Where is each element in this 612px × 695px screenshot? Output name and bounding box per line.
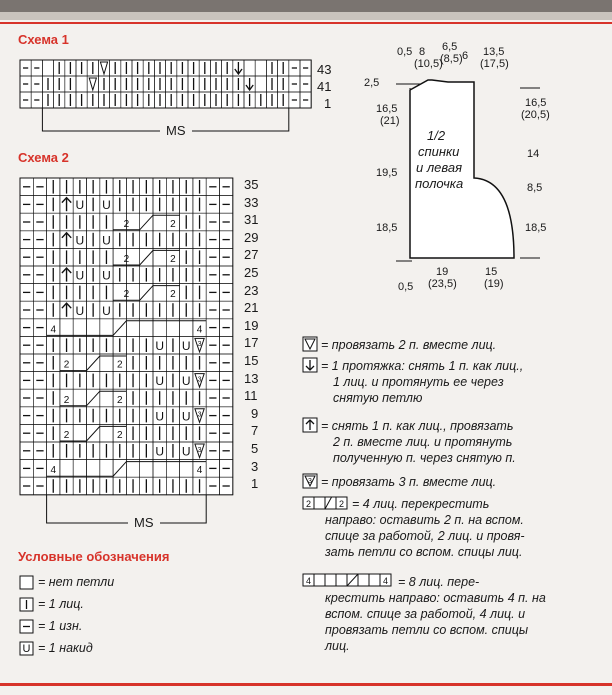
dim-label: (20,5) xyxy=(521,109,550,121)
legend-right-line: зать петли со вспом. спицы лиц. xyxy=(325,545,523,559)
cable2-label: 2 xyxy=(63,359,70,371)
legend-right-line: полученную п. через снятую п. xyxy=(333,451,516,465)
yarnover-symbol: U xyxy=(155,339,164,353)
cable2-label: 2 xyxy=(123,289,130,301)
schema1-row-label: 41 xyxy=(317,79,332,94)
cell-cover xyxy=(154,214,165,230)
legend-right-line: = 8 лиц. пере- xyxy=(398,575,480,589)
dim-label: 6,5 xyxy=(442,41,458,53)
cable2-label: 2 xyxy=(170,289,176,301)
schema2-row-label: 23 xyxy=(244,282,259,298)
cable2-label: 2 xyxy=(123,218,130,230)
cell-cover xyxy=(127,320,138,336)
schema1-row-label: 43 xyxy=(317,62,332,77)
legend-right-line: направо: оставить 2 п. на вспом. xyxy=(325,513,524,527)
yarnover-symbol: U xyxy=(181,444,191,459)
cable4-label: 4 xyxy=(196,324,203,336)
legend-right-line: = снять 1 п. как лиц., провязать xyxy=(321,419,514,433)
schema2-title: Схема 2 xyxy=(18,150,69,165)
cell-cover xyxy=(74,355,85,371)
k3tog-number: 3 xyxy=(197,376,202,384)
dim-label: 13,5 xyxy=(483,46,505,58)
legend-right-line: снятую петлю xyxy=(333,391,423,405)
cable4-label: 4 xyxy=(305,576,312,586)
cable8-icon-cell xyxy=(369,574,380,586)
schema2-row-label: 9 xyxy=(251,405,259,421)
k3tog-number: 3 xyxy=(197,341,202,349)
dim-label: (23,5) xyxy=(428,278,457,290)
cable2-label: 2 xyxy=(170,254,176,265)
k3tog-number: 3 xyxy=(197,411,202,419)
yarnover-symbol: U xyxy=(181,409,191,424)
cable8-icon-cell xyxy=(336,574,347,586)
cable2-label: 2 xyxy=(116,430,123,441)
legend-right-line: лиц. xyxy=(325,639,350,653)
yarnover-symbol: U xyxy=(75,303,85,318)
cell-cover xyxy=(74,390,85,406)
yarnover-symbol: U xyxy=(75,198,85,213)
cable4-label: 4 xyxy=(196,465,203,477)
cell-cover xyxy=(88,320,99,336)
dim-label: 6 xyxy=(462,50,469,62)
schema2-row-label: 35 xyxy=(244,177,259,192)
cell-cover xyxy=(88,461,99,477)
yarnover-symbol: U xyxy=(181,339,191,353)
legend-right-line: провязать петли со вспом. спицы xyxy=(325,623,529,637)
legend-right-line: = провязать 2 п. вместе лиц. xyxy=(321,338,497,352)
cable2-label: 2 xyxy=(63,430,70,441)
dim-label: 8,5 xyxy=(527,182,543,194)
cable2-label: 2 xyxy=(305,499,312,509)
yarnover-symbol: U xyxy=(102,303,111,318)
cell-cover xyxy=(181,320,192,336)
schema1-row-label: 1 xyxy=(324,96,332,111)
dim-label: 0,5 xyxy=(397,46,413,58)
dim-label: 15 xyxy=(485,266,498,278)
schematic-label: и левая xyxy=(416,160,463,175)
legend-title: Условные обозначения xyxy=(18,549,170,564)
legend-purl: = 1 изн. xyxy=(38,619,83,633)
k3tog-number: 3 xyxy=(308,478,312,485)
schematic-label: полочка xyxy=(415,176,464,191)
yarnover-symbol: U xyxy=(155,374,164,389)
schema1-grid xyxy=(20,60,311,131)
schema2-row-label: 5 xyxy=(251,441,259,456)
cable8-icon-cell xyxy=(358,574,369,586)
dim-label: 2,5 xyxy=(364,77,380,89)
cell-cover xyxy=(127,461,138,477)
cable2-label: 2 xyxy=(170,218,176,230)
schema1-title: Схема 1 xyxy=(18,32,69,47)
schema2-row-label: 29 xyxy=(244,229,259,245)
schema2-row-label: 21 xyxy=(244,300,259,316)
cell-cover xyxy=(154,249,165,265)
legend-right-line: крестить направо: оставить 4 п. на xyxy=(325,591,546,605)
cable2-label: 2 xyxy=(123,254,130,265)
cable4-label: 4 xyxy=(50,465,57,477)
dim-label: 18,5 xyxy=(525,222,547,234)
cell-cover xyxy=(101,461,112,477)
legend-yarnover: = 1 накид xyxy=(38,641,93,655)
cell-cover xyxy=(101,355,112,371)
yarnover-symbol: U xyxy=(102,198,111,213)
schema2-row-label: 27 xyxy=(244,247,259,263)
dim-label: 19,5 xyxy=(376,167,398,179)
cell-cover xyxy=(167,320,178,336)
dim-label: 8 xyxy=(419,46,426,58)
schema2-row-label: 7 xyxy=(251,423,259,439)
yarnover-symbol: U xyxy=(155,444,164,459)
yarnover-symbol: U xyxy=(181,374,191,389)
cell-cover xyxy=(74,320,85,336)
schema2-row-label: 13 xyxy=(244,370,259,386)
schema1-ms-label: MS xyxy=(160,123,192,138)
legend-right-line: вспом. спице за работой, 4 лиц. и xyxy=(325,607,526,621)
schema2-row-label: 3 xyxy=(251,458,259,474)
cell-cover xyxy=(181,461,192,477)
cable2-label: 2 xyxy=(116,394,123,406)
schema2-row-label: 17 xyxy=(244,335,259,351)
cell-cover xyxy=(101,390,112,406)
schema2-row-label: 19 xyxy=(244,317,259,333)
yarnover-symbol: U xyxy=(102,268,111,283)
schema2-grid xyxy=(20,178,233,523)
schema2-row-label: 1 xyxy=(251,476,259,492)
legend-right-line: = 1 протяжка: снять 1 п. как лиц., xyxy=(321,359,524,373)
cable4-label: 4 xyxy=(50,324,57,336)
cell-cover xyxy=(154,320,165,336)
cell-cover xyxy=(154,285,165,301)
legend-right-line: = провязать 3 п. вместе лиц. xyxy=(321,475,497,489)
cell-cover xyxy=(101,320,112,336)
cable2-label: 2 xyxy=(63,394,70,406)
cell-cover xyxy=(154,461,165,477)
cell-cover xyxy=(61,461,72,477)
k3tog-number: 3 xyxy=(197,446,202,454)
schema2-row-label: 25 xyxy=(244,265,259,280)
legend-right-line: 1 лиц. и протянуть ее через xyxy=(333,375,504,389)
cell-cover xyxy=(101,425,112,441)
legend-right-line: 2 п. вместе лиц. и протянуть xyxy=(333,435,513,449)
legend-no-stitch: = нет петли xyxy=(38,575,115,589)
cable8-icon-cell xyxy=(325,574,336,586)
schema2-row-label: 11 xyxy=(244,388,258,404)
cell-cover xyxy=(74,461,85,477)
yarnover-symbol: U xyxy=(75,233,85,248)
dim-label: (19) xyxy=(484,278,504,290)
schema2-row-label: 15 xyxy=(244,353,259,368)
yarnover-symbol: U xyxy=(102,233,111,248)
no-stitch-icon xyxy=(20,576,33,589)
legend-right-line: спице за работой, 2 лиц. и провя- xyxy=(325,529,525,543)
legend-right-line: = 4 лиц. перекрестить xyxy=(352,497,490,511)
cell-cover xyxy=(141,461,152,477)
dim-label: 19 xyxy=(436,266,449,278)
cable4-icon-cell xyxy=(314,497,325,509)
dim-label: (10,5) xyxy=(414,58,443,70)
schema2-ms-label: MS xyxy=(128,515,160,530)
cable2-label: 2 xyxy=(116,359,123,371)
cable2-label: 2 xyxy=(338,499,345,509)
dim-label: 18,5 xyxy=(376,222,398,234)
cell-cover xyxy=(167,461,178,477)
legend-knit: = 1 лиц. xyxy=(38,597,84,611)
schema2-ms-bracket xyxy=(47,495,207,523)
dim-label: (8,5) xyxy=(440,53,463,65)
dim-label: 14 xyxy=(527,148,540,160)
dim-label: 16,5 xyxy=(376,103,398,115)
cell-cover xyxy=(74,425,85,441)
yarnover-symbol: U xyxy=(155,409,164,424)
yarnover-symbol: U xyxy=(22,643,31,655)
bottom-rule xyxy=(0,683,612,686)
cell-cover xyxy=(61,320,72,336)
dim-label: (21) xyxy=(380,115,400,127)
schema2-row-label: 31 xyxy=(244,212,259,228)
dim-label: 0,5 xyxy=(398,281,414,293)
schema2-row-label: 33 xyxy=(244,194,259,210)
schematic-label: спинки xyxy=(418,144,460,159)
cell-cover xyxy=(141,320,152,336)
dim-label: 16,5 xyxy=(525,97,547,109)
schematic-label: 1/2 xyxy=(427,128,446,143)
dim-label: (17,5) xyxy=(480,58,509,70)
cable8-icon-cell xyxy=(314,574,325,586)
yarnover-symbol: U xyxy=(75,268,85,283)
cable4-label: 4 xyxy=(382,576,389,586)
